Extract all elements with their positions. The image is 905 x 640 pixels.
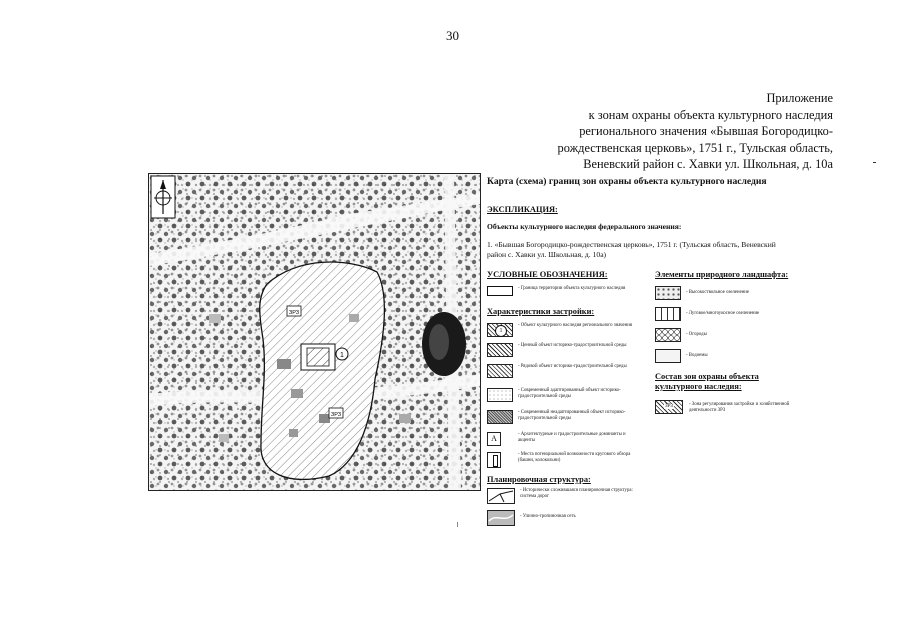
scan-mark [457,522,458,527]
dominant-icon: А [487,432,501,446]
appendix-heading [493,90,833,173]
valuable-object-icon [487,343,513,357]
legend-label: - Граница территории объекта культурного наследия [518,286,626,291]
planning-header: Планировочная структура: [487,475,591,484]
boundary-swatch-icon [487,286,513,296]
page-number: 30 [446,28,459,43]
trees-icon [655,286,681,300]
water-icon [655,349,681,363]
ordinary-object-icon [487,364,513,378]
legend-label: - Рядовой объект историко-градостроительной среды [518,364,627,369]
appendix-line: регионального значения «Бывшая Богородицко- [579,124,833,138]
legend-label: - Архитектурные и градостроительные доминанты и акценты [518,432,626,443]
appendix-line: к зонам охраны объекта культурного наследия [588,107,833,122]
meadow-icon [655,307,681,321]
heritage-object-icon: 1 [487,323,513,337]
building-header: Характеристики застройки: [487,307,595,316]
federal-item: 1. «Бывшая Богородицко-рождественская церковь», 1751 г. (Тульская область, Веневский район с. Хавки ул. Школьная, д. 10а) [487,240,776,259]
map-object-marker: 1 [340,352,344,359]
legend-label: - Улично-тропиночная сеть [520,514,576,519]
non-adapted-object-icon [487,410,513,424]
symbols-header: УСЛОВНЫЕ ОБОЗНАЧЕНИЯ: [487,270,608,279]
legend-label: - Водоемы [686,353,708,358]
legend-label: - Современный адаптированный объект историко-градостроительной среды [518,388,621,399]
legend-label: - Объект культурного наследия регионального значения [518,323,633,328]
tower-icon [487,452,501,468]
appendix-line: Приложение [766,91,833,105]
legend-label: - Современный неадаптированный объект историко-градостроительной среды [518,410,626,421]
road-system-icon [487,488,515,504]
appendix-line: рождественская церковь», 1751 г., Тульская область, [557,140,833,155]
path-network-icon [487,510,515,526]
north-arrow-icon [151,176,175,218]
federal-header: Объекты культурного наследия федерального значения: [487,222,682,231]
landscape-header: Элементы природного ландшафта: [655,270,789,279]
legend-label: - Зона регулирования застройки и хозяйственной деятельности ЗРЗ [689,402,790,413]
legend-label: - Ценный объект историко-градостроительной среды [518,343,627,348]
map-zone-label: ЗРЗ [288,310,300,316]
appendix-line: Веневский район с. Хавки ул. Школьная, д. 10а [583,157,833,171]
zone-map [148,173,481,491]
legend-label: - Луговое/многоукосное озеленение [686,311,760,316]
zones-header: Состав зон охраны объекта культурного наследия: [655,372,759,391]
legend-label: - Высокоствольное озеленение [686,290,749,295]
legend-label: - Огороды [686,332,707,337]
map-zone-label: ЗРЗ [330,412,342,418]
legend-label: - Места потенциальной возможности кругового обзора (башни, колокольни) [518,452,631,463]
edge-mark [873,162,876,163]
regulation-zone-icon: ЗРЗ [655,400,683,414]
legend-label: - Исторически сложившаяся планировочная структура: система дорог [520,488,633,499]
adapted-object-icon [487,388,513,402]
explication-header: ЭКСПЛИКАЦИЯ: [487,205,558,214]
gardens-icon [655,328,681,342]
map-title: Карта (схема) границ зон охраны объекта культурного наследия [487,176,767,187]
